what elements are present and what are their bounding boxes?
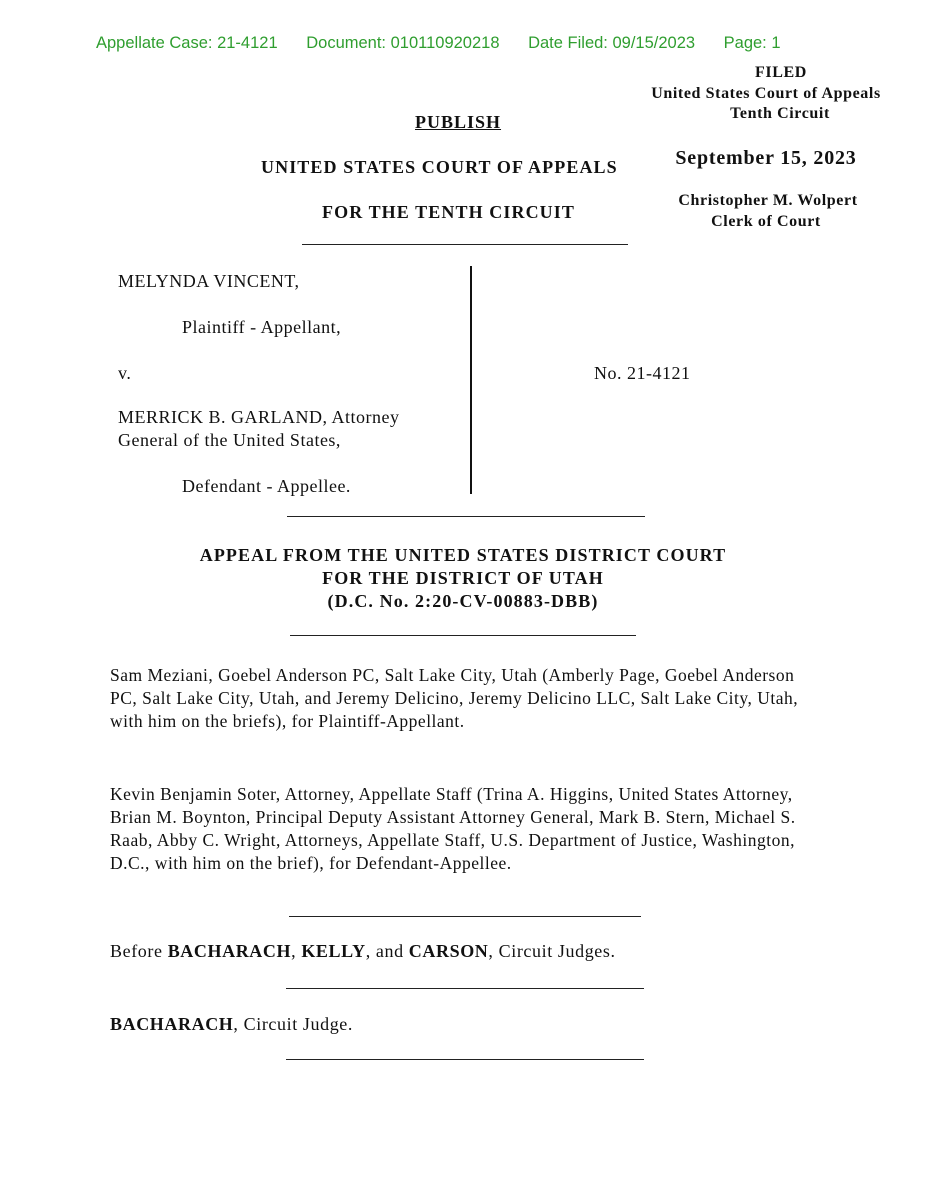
filed-stamp-circuit: Tenth Circuit — [730, 105, 830, 122]
versus: v. — [118, 363, 132, 383]
case-number: No. 21-4121 — [594, 363, 691, 383]
filed-stamp-date: September 15, 2023 — [675, 147, 857, 169]
header-page: Page: 1 — [723, 34, 781, 52]
counsel-appellant: Sam Meziani, Goebel Anderson PC, Salt Lake City, Utah (Amberly Page, Goebel Anderson PC, Salt Lake City, Utah, and Jeremy Delicino, Jeremy Delicino LLC, Salt Lake City, Utah, with him on the briefs), for Plaintiff-Appellant. — [110, 665, 799, 731]
appeal-bottom-rule — [290, 635, 636, 636]
appeal-line-1: APPEAL FROM THE UNITED STATES DISTRICT COURT — [199, 545, 727, 565]
plaintiff-name: MELYNDA VINCENT, — [118, 271, 300, 291]
defendant-line-2: General of the United States, — [118, 430, 341, 450]
panel-sep-1: , — [291, 941, 297, 961]
plaintiff-role: Plaintiff - Appellant, — [182, 317, 342, 337]
filed-stamp-clerk-name: Christopher M. Wolpert — [678, 192, 858, 209]
filed-stamp-clerk-title: Clerk of Court — [711, 213, 821, 230]
panel-judge-1: BACHARACH — [167, 941, 292, 961]
panel-judge-2: KELLY — [301, 941, 366, 961]
circuit-name: FOR THE TENTH CIRCUIT — [322, 202, 575, 222]
header-date-filed: Date Filed: 09/15/2023 — [528, 34, 696, 52]
author-bottom-rule — [286, 1059, 644, 1060]
appeal-line-2: FOR THE DISTRICT OF UTAH — [322, 568, 604, 588]
counsel-bottom-rule — [289, 916, 641, 917]
panel-sep-2: , and — [365, 941, 404, 961]
publish-label: PUBLISH — [415, 112, 502, 132]
panel-line — [110, 941, 616, 962]
author-judge: BACHARACH — [110, 1014, 234, 1034]
panel-bottom-rule — [286, 988, 644, 989]
caption-top-rule — [302, 244, 628, 245]
author-suffix: , Circuit Judge. — [233, 1014, 353, 1034]
header-case: Appellate Case: 21-4121 — [96, 34, 278, 52]
filed-stamp-court: United States Court of Appeals — [651, 85, 881, 102]
caption-divider — [470, 266, 472, 494]
filed-stamp-label: FILED — [755, 64, 807, 81]
author-line — [110, 1014, 353, 1035]
parties-bottom-rule — [287, 516, 645, 517]
header-document: Document: 010110920218 — [306, 34, 500, 52]
counsel-appellee: Kevin Benjamin Soter, Attorney, Appellate Staff (Trina A. Higgins, United States Attorney, Brian M. Boynton, Principal Deputy Assistant Attorney General, Mark B. Stern, Michael S. Raab, Abby C. Wright, Attorneys, Appellate Staff, U.S. Department of Justice, Washington, D.C., with him on the brief), for Defendant-Appellee. — [110, 784, 796, 873]
panel-before: Before — [110, 941, 163, 961]
court-name: UNITED STATES COURT OF APPEALS — [261, 157, 618, 177]
panel-suffix: , Circuit Judges. — [488, 941, 616, 961]
defendant-line-1: MERRICK B. GARLAND, Attorney — [118, 407, 400, 427]
case-header — [96, 34, 781, 53]
panel-judge-3: CARSON — [408, 941, 489, 961]
defendant-role: Defendant - Appellee. — [182, 476, 351, 496]
appeal-line-3: (D.C. No. 2:20-CV-00883-DBB) — [327, 591, 599, 611]
